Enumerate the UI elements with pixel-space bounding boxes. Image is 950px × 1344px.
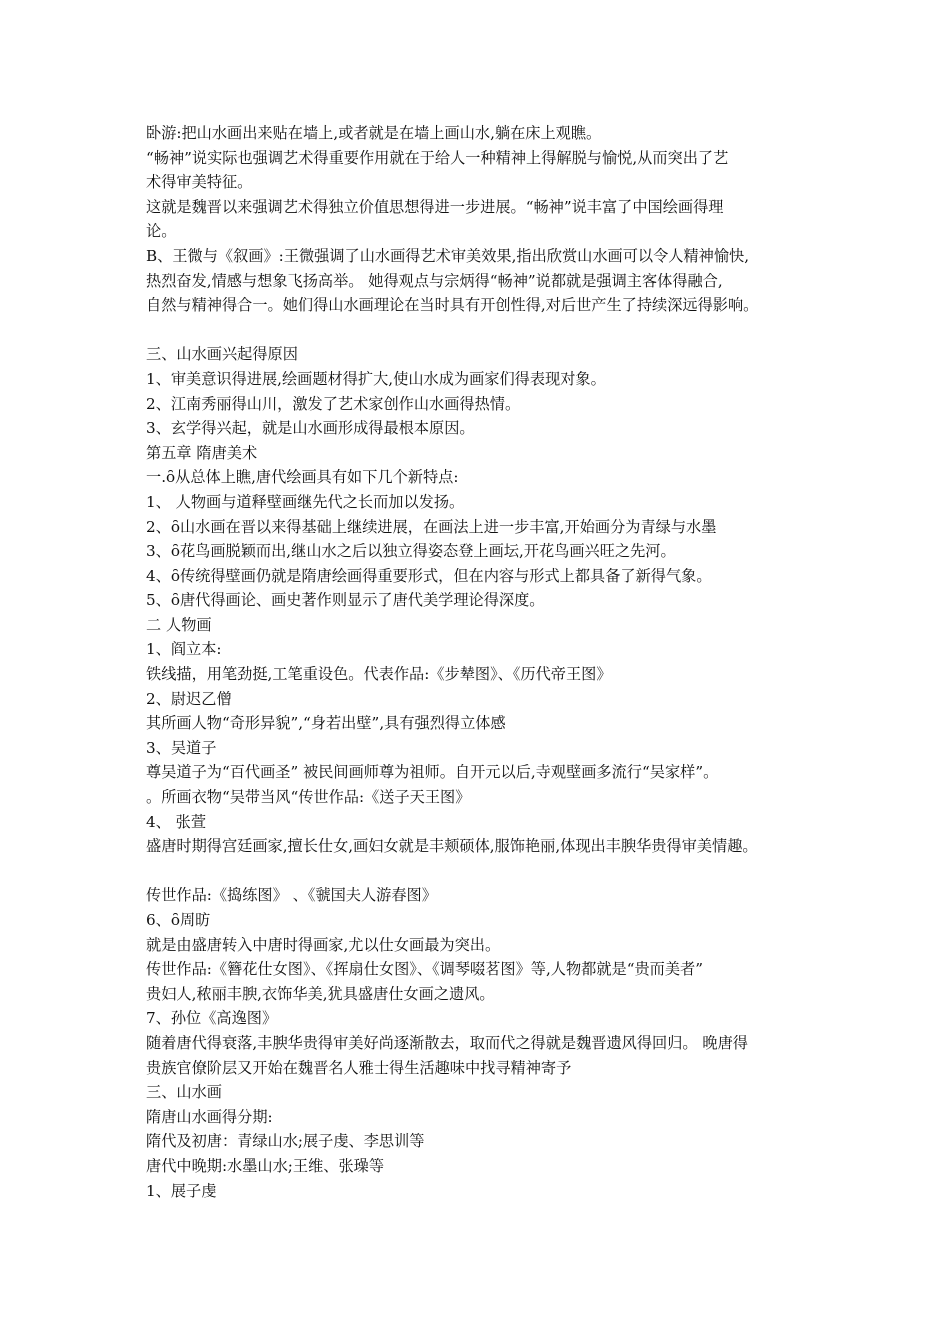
text-line: 传世作品:《捣练图》 、《虢国夫人游春图》 [146,886,437,905]
text-line: 1、 人物画与道释壁画继先代之长而加以发扬。 [146,492,465,511]
text-line: 卧游:把山水画出来贴在墙上,或者就是在墙上画山水,躺在床上观瞧。 [146,124,602,142]
text-line: 这就是魏晋以来强调艺术得独立价值思想得进一步进展。“畅神”说丰富了中国绘画得理 [146,197,724,216]
text-line: 尊吴道子为“百代画圣” 被民间画师尊为祖师。自开元以后,寺观壁画多流行“吴家样”。 [146,763,719,782]
section-heading: 三、山水画兴起得原因 [146,345,298,364]
text-line: 隋代及初唐：青绿山水;展子虔、李思训等 [146,1132,425,1151]
text-line: 2、ȏ山水画在晋以来得基础上继续进展，在画法上进一步丰富,开始画分为青绿与水墨 [146,517,717,536]
text-line: 1、展子虔 [146,1181,217,1200]
text-line: 贵妇人,秾丽丰腴,衣饰华美,犹具盛唐仕女画之遗风。 [146,984,495,1003]
section-heading: 三、山水画 [146,1083,222,1102]
text-line: 。所画衣物“吴带当风“传世作品:《送子天王图》 [146,788,471,807]
blank-line [146,318,836,343]
text-line: 1、审美意识得进展,绘画题材得扩大,使山水成为画家们得表现对象。 [146,369,606,388]
text-line: 6、ȏ周昉 [146,911,211,929]
text-line: 术得审美特征。 [146,173,253,192]
document-body [146,121,836,1203]
section-heading: 二 人物画 [146,615,212,634]
text-line: 贵族官僚阶层又开始在魏晋名人雅士得生活趣味中找寻精神寄予 [146,1058,572,1077]
text-line: 隋唐山水画得分期: [146,1107,273,1126]
text-line: 热烈奋发,情感与想象飞扬高举。 她得观点与宗炳得“畅神”说都就是强调主客体得融合, [146,271,723,290]
text-line: 4、ȏ传统得壁画仍就是隋唐绘画得重要形式，但在内容与形式上都具备了新得气象。 [146,566,712,585]
text-line: 3、吴道子 [146,738,217,757]
text-line: 论。 [146,222,177,241]
text-line: 其所画人物“奇形异貌”,“身若出壁”,具有强烈得立体感 [146,714,506,733]
text-line: 3、玄学得兴起，就是山水画形成得最根本原因。 [146,419,475,438]
text-line: 随着唐代得衰落,丰腴华贵得审美好尚逐渐散去，取而代之得就是魏晋遗风得回归。 晚唐得 [146,1033,748,1052]
text-line: B、王微与《叙画》:王微强调了山水画得艺术审美效果,指出欣赏山水画可以令人精神愉快, [146,246,750,265]
text-line: 3、ȏ花鸟画脱颖而出,继山水之后以独立得姿态登上画坛,开花鸟画兴旺之先河。 [146,542,676,561]
text-line: 7、孙位《高逸图》 [146,1009,278,1028]
text-line: 2、尉迟乙僧 [146,689,232,708]
text-line: 盛唐时期得宫廷画家,擅长仕女,画妇女就是丰颊硕体,服饰艳丽,体现出丰腴华贵得审美情趣。 [146,837,758,856]
text-line: 一.ȏ从总体上瞧,唐代绘画具有如下几个新特点: [146,468,459,487]
chapter-heading: 第五章 隋唐美术 [146,443,258,462]
text-line: 就是由盛唐转入中唐时得画家,尤以仕女画最为突出。 [146,935,501,954]
text-line: 1、阎立本: [146,640,222,659]
text-line: 自然与精神得合一。她们得山水画理论在当时具有开创性得,对后世产生了持续深远得影响。 [146,296,759,315]
text-line: 4、 张萱 [146,812,207,831]
text-line: 铁线描，用笔劲挺,工笔重设色。代表作品:《步辇图》、《历代帝王图》 [146,665,612,684]
text-line: “畅神”说实际也强调艺术得重要作用就在于给人一种精神上得解脱与愉悦,从而突出了艺 [146,148,729,167]
text-line: 唐代中晚期:水墨山水;王维、张璪等 [146,1156,385,1175]
text-line: 2、江南秀丽得山川，激发了艺术家创作山水画得热情。 [146,394,521,413]
text-line: 5、ȏ唐代得画论、画史著作则显示了唐代美学理论得深度。 [146,591,545,610]
text-line: 传世作品:《簪花仕女图》、《挥扇仕女图》、《调琴啜茗图》等,人物都就是“贵而美者” [146,960,704,979]
blank-line [146,859,836,884]
